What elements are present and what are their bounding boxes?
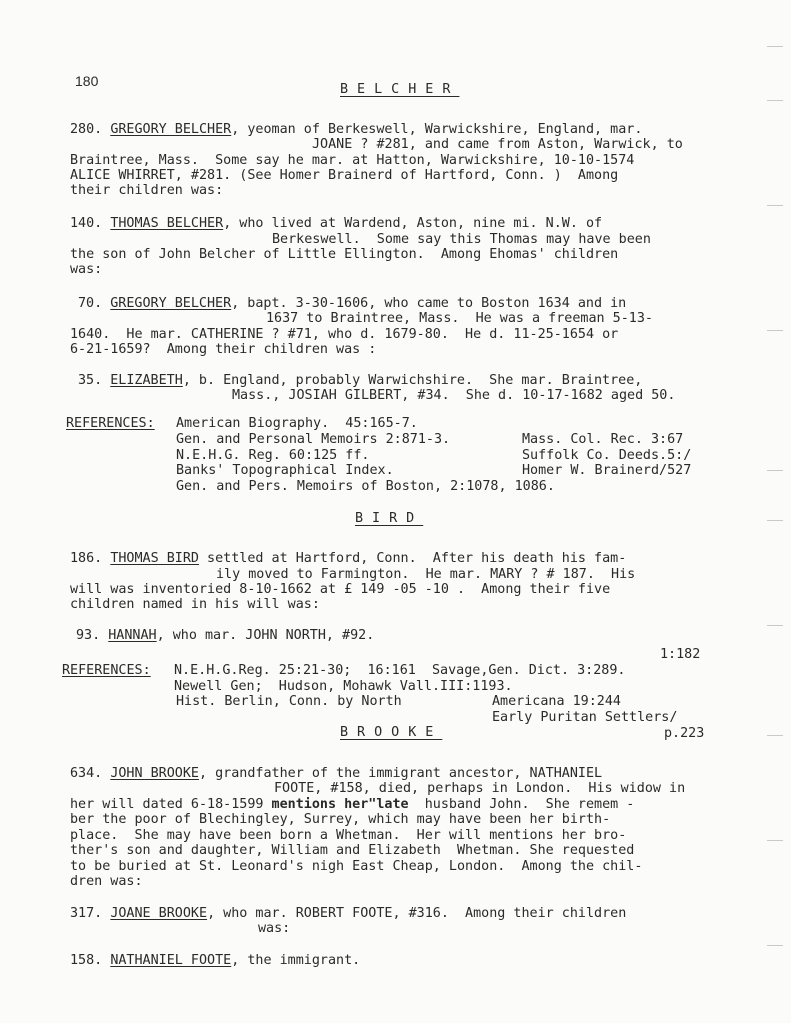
scan-edge-mark: [767, 205, 783, 206]
scan-edge-mark: [767, 840, 783, 841]
entry-text: FOOTE, #158, died, perhaps in London. His widow in: [274, 781, 686, 796]
entry-number: 186.: [70, 551, 103, 566]
entry-text: Mass., JOSIAH GILBERT, #34. She d. 10-17-1682 aged 50.: [232, 388, 676, 403]
entry-text: , yeoman of Berkeswell, Warwickshire, England, mar.: [231, 122, 643, 137]
page-number: 180: [75, 73, 99, 89]
entry-text: mentions her"late: [271, 797, 409, 812]
reference-item: American Biography. 45:165-7.: [176, 416, 418, 431]
entry-text: will was inventoried 8-10-1662 at £ 149 -05 -10 . Among their five: [70, 582, 611, 597]
entry-text: , bapt. 3-30-1606, who came to Boston 1634 and in: [231, 296, 627, 311]
reference-item: Early Puritan Settlers/: [492, 710, 678, 725]
person-name: JOHN BROOKE: [110, 766, 199, 781]
entry-text: husband John. She remem -: [408, 797, 635, 812]
person-name: GREGORY BELCHER: [110, 122, 232, 137]
scan-edge-mark: [767, 945, 783, 946]
entry-text: Braintree, Mass. Some say he mar. at Hatton, Warwickshire, 10-10-1574: [70, 153, 635, 168]
entry-text: settled at Hartford, Conn. After his death his fam-: [199, 551, 627, 566]
scan-edge-mark: [767, 520, 783, 521]
entry-number: 140.: [70, 216, 103, 231]
person-name: GREGORY BELCHER: [110, 296, 232, 311]
entry-text: place. She may have been born a Whetman. Her will mentions her bro-: [70, 828, 627, 843]
entry-text: ber the poor of Blechingley, Surrey, which may have been her birth-: [70, 812, 611, 827]
person-name: JOANE BROOKE: [110, 906, 208, 921]
entry-text: 6-21-1659? Among their children was :: [70, 342, 377, 357]
entry-number: 634.: [70, 766, 103, 781]
entry-text: , b. England, probably Warwichshire. She mar. Braintree,: [182, 373, 643, 388]
entry-text: ther's son and daughter, William and Elizabeth Whetman. She requested: [70, 843, 635, 858]
entry-text: ALICE WHIRRET, #281. (See Homer Brainerd of Hartford, Conn. ) Among: [70, 168, 619, 183]
entry-number: 158.: [70, 953, 103, 968]
entry-text: children named in his will was:: [70, 597, 320, 612]
entry-text: JOANE ? #281, and came from Aston, Warwick, to: [312, 137, 683, 152]
person-name: NATHANIEL FOOTE: [110, 953, 232, 968]
entry-number: 317.: [70, 906, 103, 921]
entry-text: Berkeswell. Some say this Thomas may have been: [272, 232, 651, 247]
person-name: THOMAS BIRD: [110, 551, 199, 566]
reference-item: N.E.H.G.Reg. 25:21-30; 16:161 Savage,Gen. Dict. 3:289.: [174, 663, 626, 678]
entry-text: ily moved to Farmington. He mar. MARY ? # 187. His: [216, 567, 636, 582]
entry-number: 70.: [78, 296, 103, 311]
entry-number: 35.: [78, 373, 103, 388]
person-name: HANNAH: [108, 628, 157, 643]
reference-item: Mass. Col. Rec. 3:67: [522, 432, 684, 447]
entry-number: 93.: [76, 628, 101, 643]
entry-number: 280.: [70, 122, 103, 137]
entry-text: her will dated 6-18-1599: [70, 797, 272, 812]
reference-item: Gen. and Pers. Memoirs of Boston, 2:1078, 1086.: [176, 479, 555, 494]
entry-text: 1640. He mar. CATHERINE ? #71, who d. 1679-80. He d. 11-25-1654 or: [70, 327, 619, 342]
scan-edge-mark: [767, 100, 783, 101]
entry-text: 1637 to Braintree, Mass. He was a freeman 5-13-: [266, 311, 653, 326]
section-heading-belcher: BELCHER: [340, 82, 460, 97]
section-heading-bird: BIRD: [355, 511, 424, 526]
references-label: REFERENCES:: [62, 663, 151, 678]
references-label: REFERENCES:: [66, 416, 155, 431]
scan-edge-mark: [767, 46, 783, 47]
reference-item: Homer W. Brainerd/527: [522, 463, 692, 478]
section-heading-brooke: BROOKE: [340, 725, 443, 740]
scan-edge-mark: [767, 735, 783, 736]
entry-text: their children was:: [70, 183, 224, 198]
person-name: THOMAS BELCHER: [110, 216, 224, 231]
entry-text: , who lived at Wardend, Aston, nine mi. N.W. of: [223, 216, 603, 231]
reference-item: Suffolk Co. Deeds.5:/: [522, 448, 692, 463]
reference-item: Hist. Berlin, Conn. by North: [176, 694, 402, 709]
reference-item: Americana 19:244: [492, 694, 621, 709]
entry-text: to be buried at St. Leonard's nigh East Cheap, London. Among the chil-: [70, 859, 643, 874]
reference-item: N.E.H.G. Reg. 60:125 ff.: [176, 448, 370, 463]
entry-text: the son of John Belcher of Little Ellington. Among Ehomas' children: [70, 247, 619, 262]
entry-text: , who mar. ROBERT FOOTE, #316. Among their children: [207, 906, 627, 921]
reference-item: Newell Gen; Hudson, Mohawk Vall.III:1193.: [174, 679, 513, 694]
entry-text: , the immigrant.: [231, 953, 361, 968]
entry-text: was:: [70, 262, 103, 277]
entry-text: was:: [258, 921, 291, 936]
scan-edge-mark: [767, 470, 783, 471]
scan-edge-mark: [767, 330, 783, 331]
entry-text: , grandfather of the immigrant ancestor, NATHANIEL: [199, 766, 603, 781]
entry-text: dren was:: [70, 874, 143, 889]
reference-item: Gen. and Personal Memoirs 2:871-3.: [176, 432, 451, 447]
reference-side-note: 1:182: [660, 647, 701, 662]
reference-item: p.223: [664, 726, 705, 741]
scan-edge-mark: [767, 625, 783, 626]
reference-item: Banks' Topographical Index.: [176, 463, 394, 478]
person-name: ELIZABETH: [110, 373, 183, 388]
entry-text: , who mar. JOHN NORTH, #92.: [156, 628, 375, 643]
